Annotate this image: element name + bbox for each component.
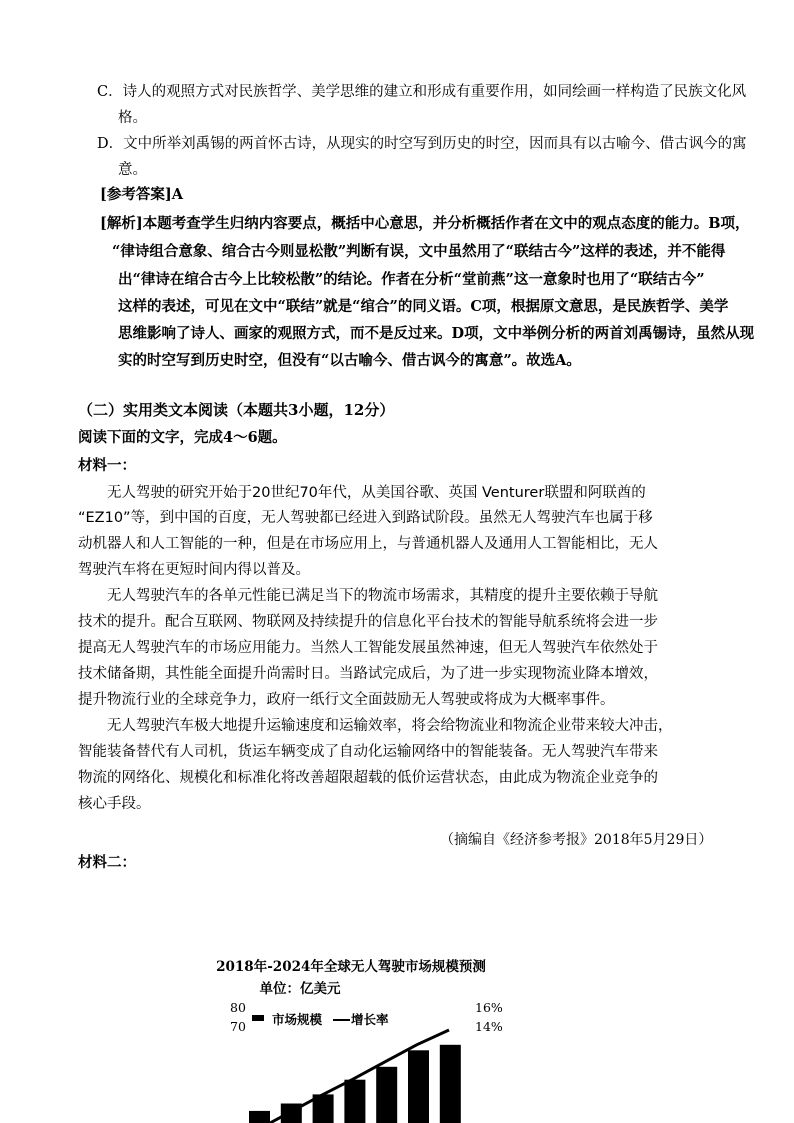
legend-bar-swatch — [252, 1015, 264, 1021]
material1-line: 提升物流行业的全球竞争力，政府一纸行文全面鼓励无人驾驶或将成为大概率事件。 — [78, 692, 615, 708]
option-d-line2: 意。 — [118, 162, 147, 178]
analysis-line: 这样的表述，可见在文中“联结”就是“绾合”的同义语。C项，根据原文意思，是民族哲学、美学 — [118, 298, 729, 315]
material1-line: 无人驾驶的研究开始于20世纪70年代，从美国谷歌、英国 Venturer联盟和阿联酋的 — [78, 485, 646, 501]
material1-line: 技术的提升。配合互联网、物联网及持续提升的信息化平台技术的智能导航系统将会进一步 — [78, 614, 658, 630]
option-d-line1: D．文中所举刘禹锡的两首怀古诗，从现实的时空写到历史的时空，因而具有以古喻今、借古讽今的寓 — [97, 136, 747, 152]
material1-line: 智能装备替代有人司机，货运车辆变成了自动化运输网络中的智能装备。无人驾驶汽车带来 — [78, 744, 658, 760]
option-c-line2: 格。 — [118, 110, 147, 126]
material1-line: 提高无人驾驶汽车的市场应用能力。当然人工智能发展虽然神速，但无人驾驶汽车依然处于 — [78, 640, 658, 656]
material1-line: 动机器人和人工智能的一种，但是在市场应用上，与普通机器人及通用人工智能相比，无人 — [78, 536, 658, 552]
analysis-line: 思维影响了诗人、画家的观照方式，而不是反过来。D项，文中举例分析的两首刘禹锡诗，虽然从现 — [118, 325, 755, 342]
option-c-line1: C．诗人的观照方式对民族哲学、美学思维的建立和形成有重要作用，如同绘画一样构造了民族文化风 — [97, 84, 747, 100]
market-size-bar — [376, 1067, 397, 1123]
analysis-line: 实的时空写到历史时空，但没有“以古喻今、借古讽今的寓意”。故选A。 — [118, 352, 581, 369]
market-size-bar — [408, 1050, 429, 1123]
material1-line: 驾驶汽车将在更短时间内得以普及。 — [78, 562, 310, 578]
material1-line: 技术储备期，其性能全面提升尚需时日。当路试完成后，为了进一步实现物流业降本增效， — [78, 666, 658, 682]
market-size-bar — [249, 1111, 270, 1123]
analysis-line: 出“律诗在绾合古今上比较松散”的结论。作者在分析“堂前燕”这一意象时也用了“联结古今” — [118, 271, 705, 288]
answer-label: [参考答案]A — [100, 186, 183, 203]
section-title: （二）实用类文本阅读（本题共3小题，12分） — [78, 401, 395, 419]
instruction: 阅读下面的文字，完成4～6题。 — [78, 429, 287, 446]
right-tick-label: 14% — [475, 1019, 503, 1034]
material2-label: 材料二： — [78, 854, 136, 871]
material1-line: 物流的网络化、规模化和标准化将改善超限超载的低价运营状态，由此成为物流企业竞争的 — [78, 770, 658, 786]
analysis-line: “律诗组合意象、绾合古今则显松散”判断有误，文中虽然用了“联结古今”这样的表述，并不能得 — [112, 243, 726, 260]
material1-line: 无人驾驶汽车的各单元性能已满足当下的物流市场需求，其精度的提升主要依赖于导航 — [78, 588, 658, 604]
left-tick-label: 80 — [230, 1000, 246, 1015]
analysis-line: [解析]本题考查学生归纳内容要点，概括中心意思，并分析概括作者在文中的观点态度的能力。B项， — [100, 215, 750, 232]
chart-subtitle: 单位：亿美元 — [259, 981, 341, 997]
right-tick-label: 16% — [475, 1000, 503, 1015]
chart-title: 2018年-2024年全球无人驾驶市场规模预测 — [216, 959, 486, 975]
legend-line-label: 增长率 — [351, 1012, 389, 1027]
market-size-bar — [344, 1080, 365, 1123]
material1-line: “EZ10”等，到中国的百度，无人驾驶都已经进入到路试阶段。虽然无人驾驶汽车也属于移 — [78, 510, 653, 526]
legend-bar-label: 市场规模 — [272, 1012, 323, 1027]
material1-label: 材料一： — [78, 457, 136, 474]
material1-line: 无人驾驶汽车极大地提升运输速度和运输效率，将会给物流业和物流企业带来较大冲击， — [78, 718, 673, 734]
market-size-bar — [440, 1045, 461, 1123]
left-tick-label: 70 — [230, 1019, 246, 1034]
source-citation: （摘编自《经济参考报》2018年5月29日） — [440, 832, 713, 848]
material1-line: 核心手段。 — [78, 796, 151, 812]
